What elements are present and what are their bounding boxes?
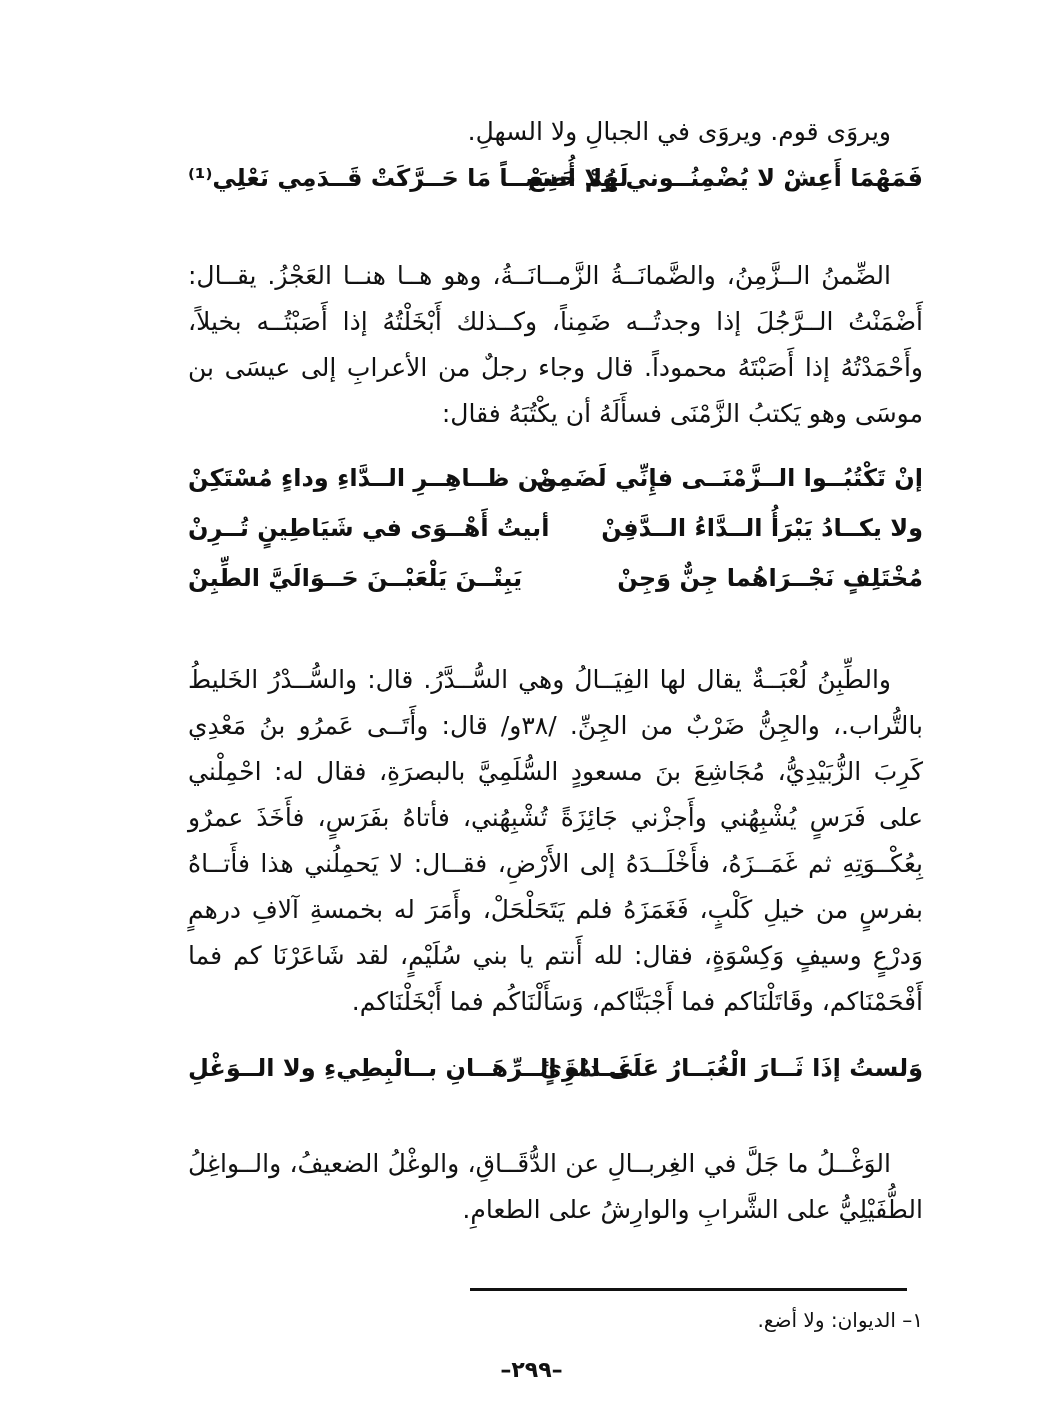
paragraph-1-line-1: الضِّمنُ الــزَّمِنُ، والضَّمانَــةُ الزَّمــانَــةُ، وهو هــا هنــا العَجْزُ. يقــال: [188, 261, 891, 290]
verse-hemistich-1: وَلستُ إذَا ثَــارَ الْغُبَــارُ عَلَى امْرِئٍ [540, 1054, 923, 1082]
paragraph-3-line-1: الوَغْــلُ ما جَلَّ في الغِربــالِ عن الدُّقَــاقِ، والوغْلُ الضعيفُ، والــواغِلُ [188, 1149, 891, 1178]
verse-line-2 [188, 458, 923, 498]
verse-hemistich-2: لَهُمْ حَسَبــاً مَا حَــرَّكَتْ قَــدَمِي نَعْلِي⁽¹⁾ [188, 164, 629, 192]
verse-hemistich-2: يَبِتْــنَ يَلْعَبْــنَ حَــوَالَيَّ الطِّبِنْ [188, 564, 523, 592]
paragraph-2-line-8: أَفْحَمْنَاكم، وقَاتَلْنَاكم فما أَجْبَنَّاكم، وَسَأَلْنَاكُم فما أَبْخَلْنَاكم. [351, 987, 923, 1016]
intro-line: ويروَى قوم. ويروَى في الجبالِ ولا السهلِ. [467, 117, 891, 146]
verse-hemistich-1: إنْ تَكْتُبُــوا الــزَّمْنَــى فإِنِّي لَضَمِنْ [536, 464, 923, 492]
verse-line-4 [188, 558, 923, 598]
verse-hemistich-2: من ظــاهِــرِ الــدَّاءِ وداءٍ مُسْتَكِنْ [188, 464, 555, 492]
footnote: ١– الديوان: ولا أضع. [757, 1308, 923, 1332]
verse-hemistich-1: فَمَهْمَا أَعِشْ لا يُضْمِنُــوني وَلا أُضِعْ [528, 164, 923, 192]
paragraph-1-line-4: موسَى وهو يَكتبُ الزَّمْنَى فسأَلَهُ أن يكْتُبَهُ فقال: [441, 399, 923, 428]
paragraph-3-line-2: الطُّفَيْلِيُّ على الشَّرابِ والوارِشُ على الطعامِ. [462, 1195, 923, 1224]
page-number: –٢٩٩– [500, 1358, 563, 1383]
verse-line-1 [188, 158, 923, 198]
paragraph-2-line-5: بِعُكْــوَتِهِ ثم غَمَــزَهُ، فأَخْلَــدَهُ إلى الأَرْضِ، فقــال: لا يَحمِلُني هذا فأَتــاهُ [188, 849, 923, 878]
paragraph-1-line-3: وأَحْمَدْتُهُ إذا أَصَبْتَهُ محموداً. قال وجاء رجلٌ من الأعرابِ إلى عيسَى بن [188, 353, 923, 382]
paragraph-2-line-4: على فَرَسٍ يُشْبِهُني وأَجزْني جَائِزَةً تُشْبِهُني، فأتاهُ بفَرَسٍ، فأَخَذَ عمرٌو [188, 803, 923, 832]
verse-hemistich-2: غَــداةَ الــرِّهَــانِ بــالْبِطِيءِ ولا الــوَغْلِ [188, 1054, 635, 1082]
paragraph-2-line-2: بالتُّراب.، والجِنُّ ضَرْبٌ من الجِنِّ. /٣٨و/ قال: وأَتَــى عَمرُو بنُ مَعْدِي [188, 711, 923, 740]
verse-hemistich-1: مُخْتَلِفٍ نَجْــرَاهُما جِنٌّ وَجِنْ [617, 564, 923, 592]
verse-line-5 [188, 1048, 923, 1088]
footnote-divider [470, 1288, 907, 1291]
verse-hemistich-2: أبيتُ أَهْــوَى في شَيَاطِينٍ تُــرِنْ [188, 514, 550, 542]
paragraph-1-line-2: أَضْمَنْتُ الــرَّجُلَ إذا وجدتُــه ضَمِناً، وكــذلك أَبْخَلْتُهُ إذا أَصَبْتُــه بخيلاً، [188, 307, 923, 336]
paragraph-2-line-6: بفرسٍ من خيلِ كَلْبٍ، فَغَمَزَهُ فلم يَتَحَلْحَلْ، وأَمَرَ له بخمسةِ آلافِ درهمٍ [188, 895, 923, 924]
paragraph-2-line-1: والطِّبِنُ لُعْبَــةٌ يقال لها الفِيَــالُ وهي السُّــدَّرُ. قال: والسُّــدْرُ الخَليطُ [188, 665, 891, 694]
paragraph-2-line-7: وَدرْعٍ وسيفٍ وَكِسْوَةٍ، فقال: لله أَنتم يا بني سُلَيْمٍ، لقد شَاعَرْنَا كم فما [188, 941, 923, 970]
verse-line-3 [188, 508, 923, 548]
paragraph-2-line-3: كَرِبَ الزُّبَيْدِيُّ، مُجَاشِعَ بنَ مسعودٍ السُّلَمِيَّ بالبصرَةِ، فقال له: احْمِلْني [188, 757, 923, 786]
verse-hemistich-1: ولا يكــادُ يَبْرَأُ الــدَّاءُ الــدَّفِنْ [601, 514, 923, 542]
